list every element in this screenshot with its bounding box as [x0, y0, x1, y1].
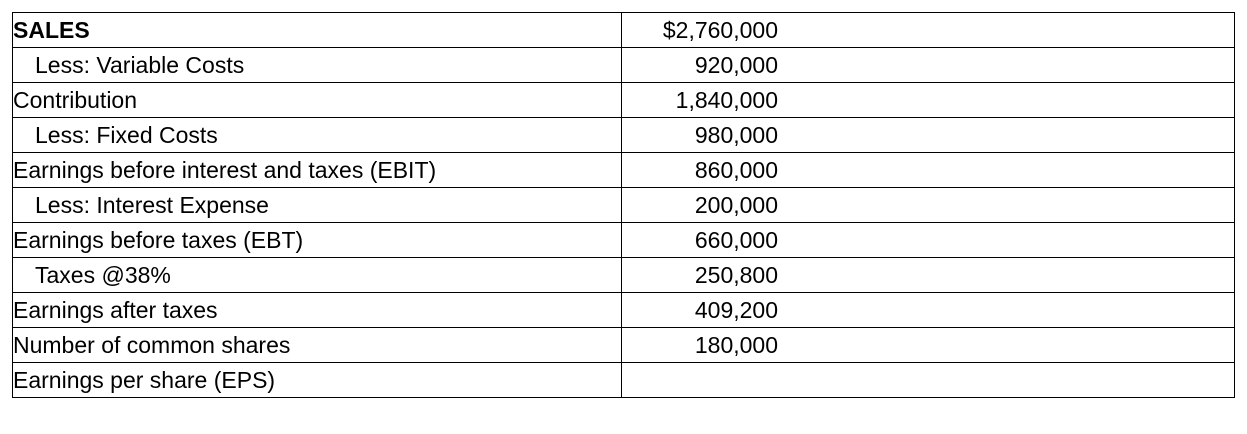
- row-label-ebit: Earnings before interest and taxes (EBIT): [13, 153, 622, 188]
- row-label-variable-costs: Less: Variable Costs: [13, 48, 622, 83]
- row-label-taxes: Taxes @38%: [13, 258, 622, 293]
- row-value-taxes: [622, 258, 1235, 293]
- row-label-interest-expense: Less: Interest Expense: [13, 188, 622, 223]
- table-row-ebit: [13, 153, 1235, 188]
- row-value-contribution: [622, 83, 1235, 118]
- row-value-ebit: [622, 153, 1235, 188]
- row-value-interest-expense: [622, 188, 1235, 223]
- table-row-contribution: [13, 83, 1235, 118]
- income-statement-table: [12, 12, 1235, 398]
- row-value-text: 250,800: [694, 262, 778, 288]
- row-value-variable-costs: [622, 48, 1235, 83]
- row-label-common-shares: Number of common shares: [13, 328, 622, 363]
- row-value-ebt: [622, 223, 1235, 258]
- row-value-text: 920,000: [694, 52, 778, 78]
- row-label-ebt: Earnings before taxes (EBT): [13, 223, 622, 258]
- row-value-text: 200,000: [694, 192, 778, 218]
- table-row-taxes: [13, 258, 1235, 293]
- row-value-text: 1,840,000: [675, 87, 778, 113]
- table-row-ebt: [13, 223, 1235, 258]
- row-value-text: 660,000: [694, 227, 778, 253]
- row-label-sales: SALES: [13, 13, 622, 48]
- row-value-text: 980,000: [694, 122, 778, 148]
- row-value-text: 860,000: [694, 157, 778, 183]
- table-row-fixed-costs: [13, 118, 1235, 153]
- row-value-text: $2,760,000: [662, 17, 778, 43]
- row-value-eps: [622, 363, 1235, 398]
- row-label-earnings-after-taxes: Earnings after taxes: [13, 293, 622, 328]
- row-label-eps: Earnings per share (EPS): [13, 363, 622, 398]
- row-label-fixed-costs: Less: Fixed Costs: [13, 118, 622, 153]
- row-value-common-shares: [622, 328, 1235, 363]
- row-label-contribution: Contribution: [13, 83, 622, 118]
- row-value-earnings-after-taxes: [622, 293, 1235, 328]
- table-row-eps: [13, 363, 1235, 398]
- table-row-variable-costs: [13, 48, 1235, 83]
- table-row-common-shares: [13, 328, 1235, 363]
- row-value-text: 180,000: [694, 332, 778, 358]
- table-row-sales: [13, 13, 1235, 48]
- table-row-interest-expense: [13, 188, 1235, 223]
- row-value-sales: [622, 13, 1235, 48]
- row-value-text: 409,200: [694, 297, 778, 323]
- row-value-fixed-costs: [622, 118, 1235, 153]
- income-statement: [12, 12, 1235, 398]
- table-row-earnings-after-taxes: [13, 293, 1235, 328]
